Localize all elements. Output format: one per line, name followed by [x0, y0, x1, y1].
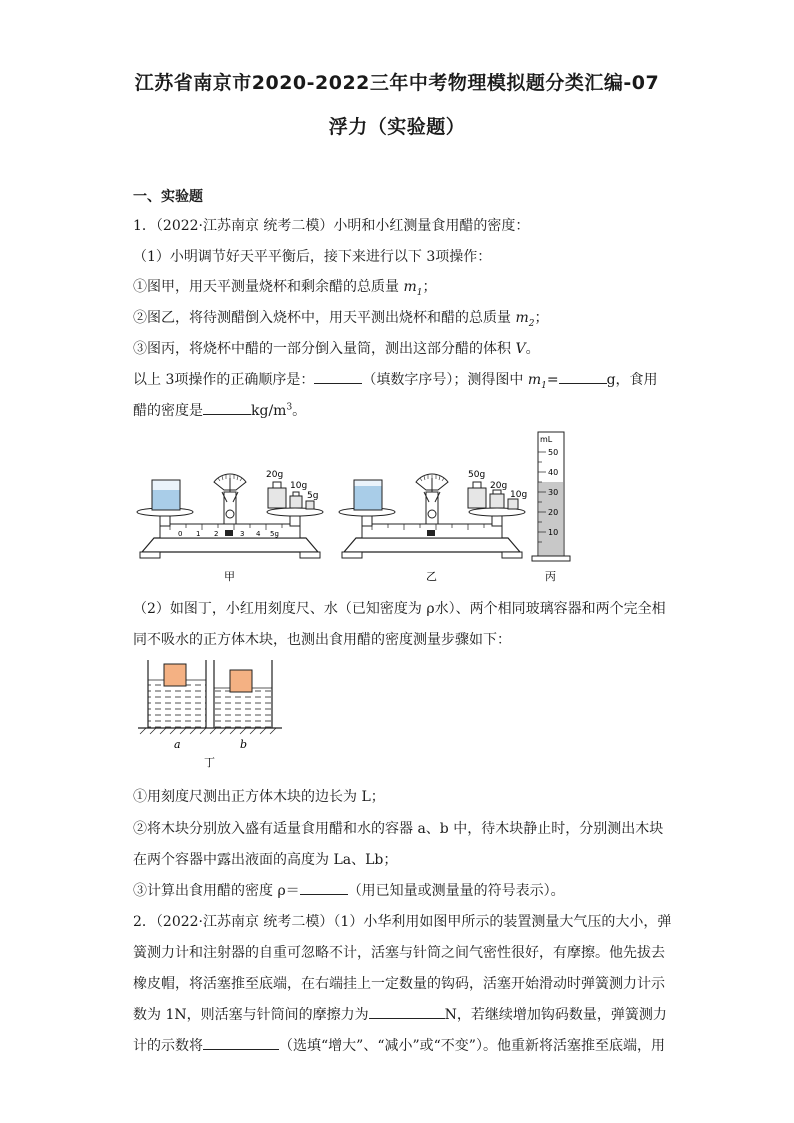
op1-text: ①图甲，用天平测量烧杯和剩余醋的总质量 [133, 279, 404, 295]
q1-density-unit: kg/m [251, 403, 287, 419]
q2-friction-end: N，若继续增加钩码数量，弹簧测力 [444, 1007, 667, 1023]
caption-jia: 甲 [224, 570, 235, 583]
cylinder-unit-ml: mL [540, 435, 553, 444]
q1-density-text: 醋的密度是 [133, 403, 203, 419]
q1-step2-line1: ②将木块分别放入盛有适量食用醋和水的容器 a、b 中，待木块静止时，分别测出木块 [133, 821, 664, 837]
weight-label-10g-b: 10g [510, 490, 528, 500]
section-heading: 一、实验题 [133, 189, 203, 205]
q2-line2: 簧测力计和注射器的自重可忽略不计，活塞与针筒之间气密性很好，有摩擦。他先拔去 [133, 945, 665, 961]
caption-ding: 丁 [204, 756, 215, 769]
q2-friction-text: 数为 1N，则活塞与针筒间的摩擦力为 [133, 1007, 369, 1023]
graduated-cylinder [532, 432, 570, 561]
answer-blank-reading[interactable] [203, 1035, 279, 1050]
q1-m1-text: （填数字序号）；测得图中 [362, 372, 528, 388]
caption-bing: 丙 [545, 570, 556, 583]
op2-end: ； [534, 310, 549, 326]
scale-num-2: 2 [214, 530, 219, 538]
q1-unit-g: g，食用 [606, 372, 658, 388]
answer-blank-order[interactable] [314, 369, 362, 384]
q1-step2-line2: 在两个容器中露出液面的高度为 La、Lb； [133, 852, 398, 868]
q1-question-line2 [133, 400, 306, 420]
scale-num-0: 0 [178, 530, 183, 538]
answer-blank-friction[interactable] [369, 1004, 445, 1019]
balance-jia [137, 470, 323, 558]
q1-op1 [133, 276, 436, 298]
weight-label-5g: 5g [307, 491, 319, 501]
q1-equals: = [546, 372, 559, 388]
container-label-a: a [174, 738, 181, 751]
container-label-b: b [240, 738, 248, 751]
page-title-line1: 江苏省南京市2020-2022三年中考物理模拟题分类汇编-07 [134, 72, 660, 94]
q2-reading-text: 计的示数将 [133, 1038, 203, 1054]
q1-order-text: 以上 3项操作的正确顺序是： [133, 372, 315, 388]
q1-m1-var: m [527, 372, 542, 388]
cylinder-tick-50: 50 [548, 448, 559, 457]
op3-end: 。 [525, 341, 540, 357]
op1-sub: 1 [416, 287, 423, 298]
op2-text: ②图乙，将待测醋倒入烧杯中，用天平测出烧杯和醋的总质量 [133, 310, 516, 326]
q1-density-end: 。 [292, 403, 307, 419]
balance-figures [130, 430, 580, 590]
q1-density-unit-sup: 3 [286, 402, 293, 413]
op2-var: m [515, 310, 529, 326]
weight-label-20g-b: 20g [490, 481, 508, 491]
weight-label-20g: 20g [266, 470, 284, 480]
cylinder-tick-40: 40 [548, 468, 559, 477]
op3-var: V [515, 341, 526, 357]
q1-part2-line2: 同不吸水的正方体木块，也测出食用醋的密度测量步骤如下： [133, 632, 511, 648]
q1-step3-text: ③计算出食用醋的密度 ρ＝ [133, 883, 300, 899]
q1-part1-intro: （1）小明调节好天平平衡后，接下来进行以下 3项操作： [133, 249, 492, 265]
q2-reading-end: （选填“增大”、“减小”或“不变”）。他重新将活塞推至底端，用 [279, 1038, 665, 1054]
page-title-line2: 浮力（实验题） [328, 116, 466, 138]
q2-line1: 2．（2022·江苏南京 统考二模）（1）小华利用如图甲所示的装置测量大气压的大小，弹 [133, 914, 672, 930]
q1-part2-line1: （2）如图丁，小红用刻度尺、水（已知密度为 ρ水）、两个相同玻璃容器和两个完全相 [133, 601, 666, 617]
q1-m1-sub: 1 [541, 380, 547, 391]
cylinder-tick-30: 30 [548, 488, 559, 497]
q1-header: 1．（2022·江苏南京 统考二模）小明和小红测量食用醋的密度： [133, 218, 530, 234]
q2-line3: 橡皮帽，将活塞推至底端，在右端挂上一定数量的钩码，活塞开始滑动时弹簧测力计示 [133, 976, 665, 992]
q1-step3 [133, 880, 565, 900]
containers-figure [134, 658, 284, 770]
scale-num-3: 3 [240, 530, 245, 538]
cylinder-tick-20: 20 [548, 508, 559, 517]
q2-line5 [133, 1035, 665, 1055]
answer-blank-m1[interactable] [559, 369, 607, 384]
cylinder-tick-10: 10 [548, 528, 559, 537]
scale-num-4: 4 [256, 530, 261, 538]
q1-op3 [133, 338, 540, 358]
caption-yi: 乙 [426, 570, 437, 583]
balance-yi [339, 470, 527, 558]
answer-blank-density[interactable] [203, 400, 251, 415]
answer-blank-vinegar-density[interactable] [300, 880, 348, 895]
q1-question-line1 [133, 369, 658, 391]
q2-line4 [133, 1004, 667, 1024]
q1-op2 [133, 307, 548, 329]
q1-step1: ①用刻度尺测出正方体木块的边长为 L； [133, 789, 385, 805]
weight-label-50g: 50g [468, 470, 486, 480]
op1-end: ； [422, 279, 437, 295]
op3-text: ③图丙，将烧杯中醋的一部分倒入量筒，测出这部分醋的体积 [133, 341, 516, 357]
weight-label-10g: 10g [290, 481, 308, 491]
q1-step3-end: （用已知量或测量量的符号表示）。 [347, 883, 565, 899]
scale-num-5: 5g [270, 530, 279, 538]
op2-sub: 2 [528, 318, 535, 329]
scale-num-1: 1 [196, 530, 201, 538]
op1-var: m [403, 279, 417, 295]
